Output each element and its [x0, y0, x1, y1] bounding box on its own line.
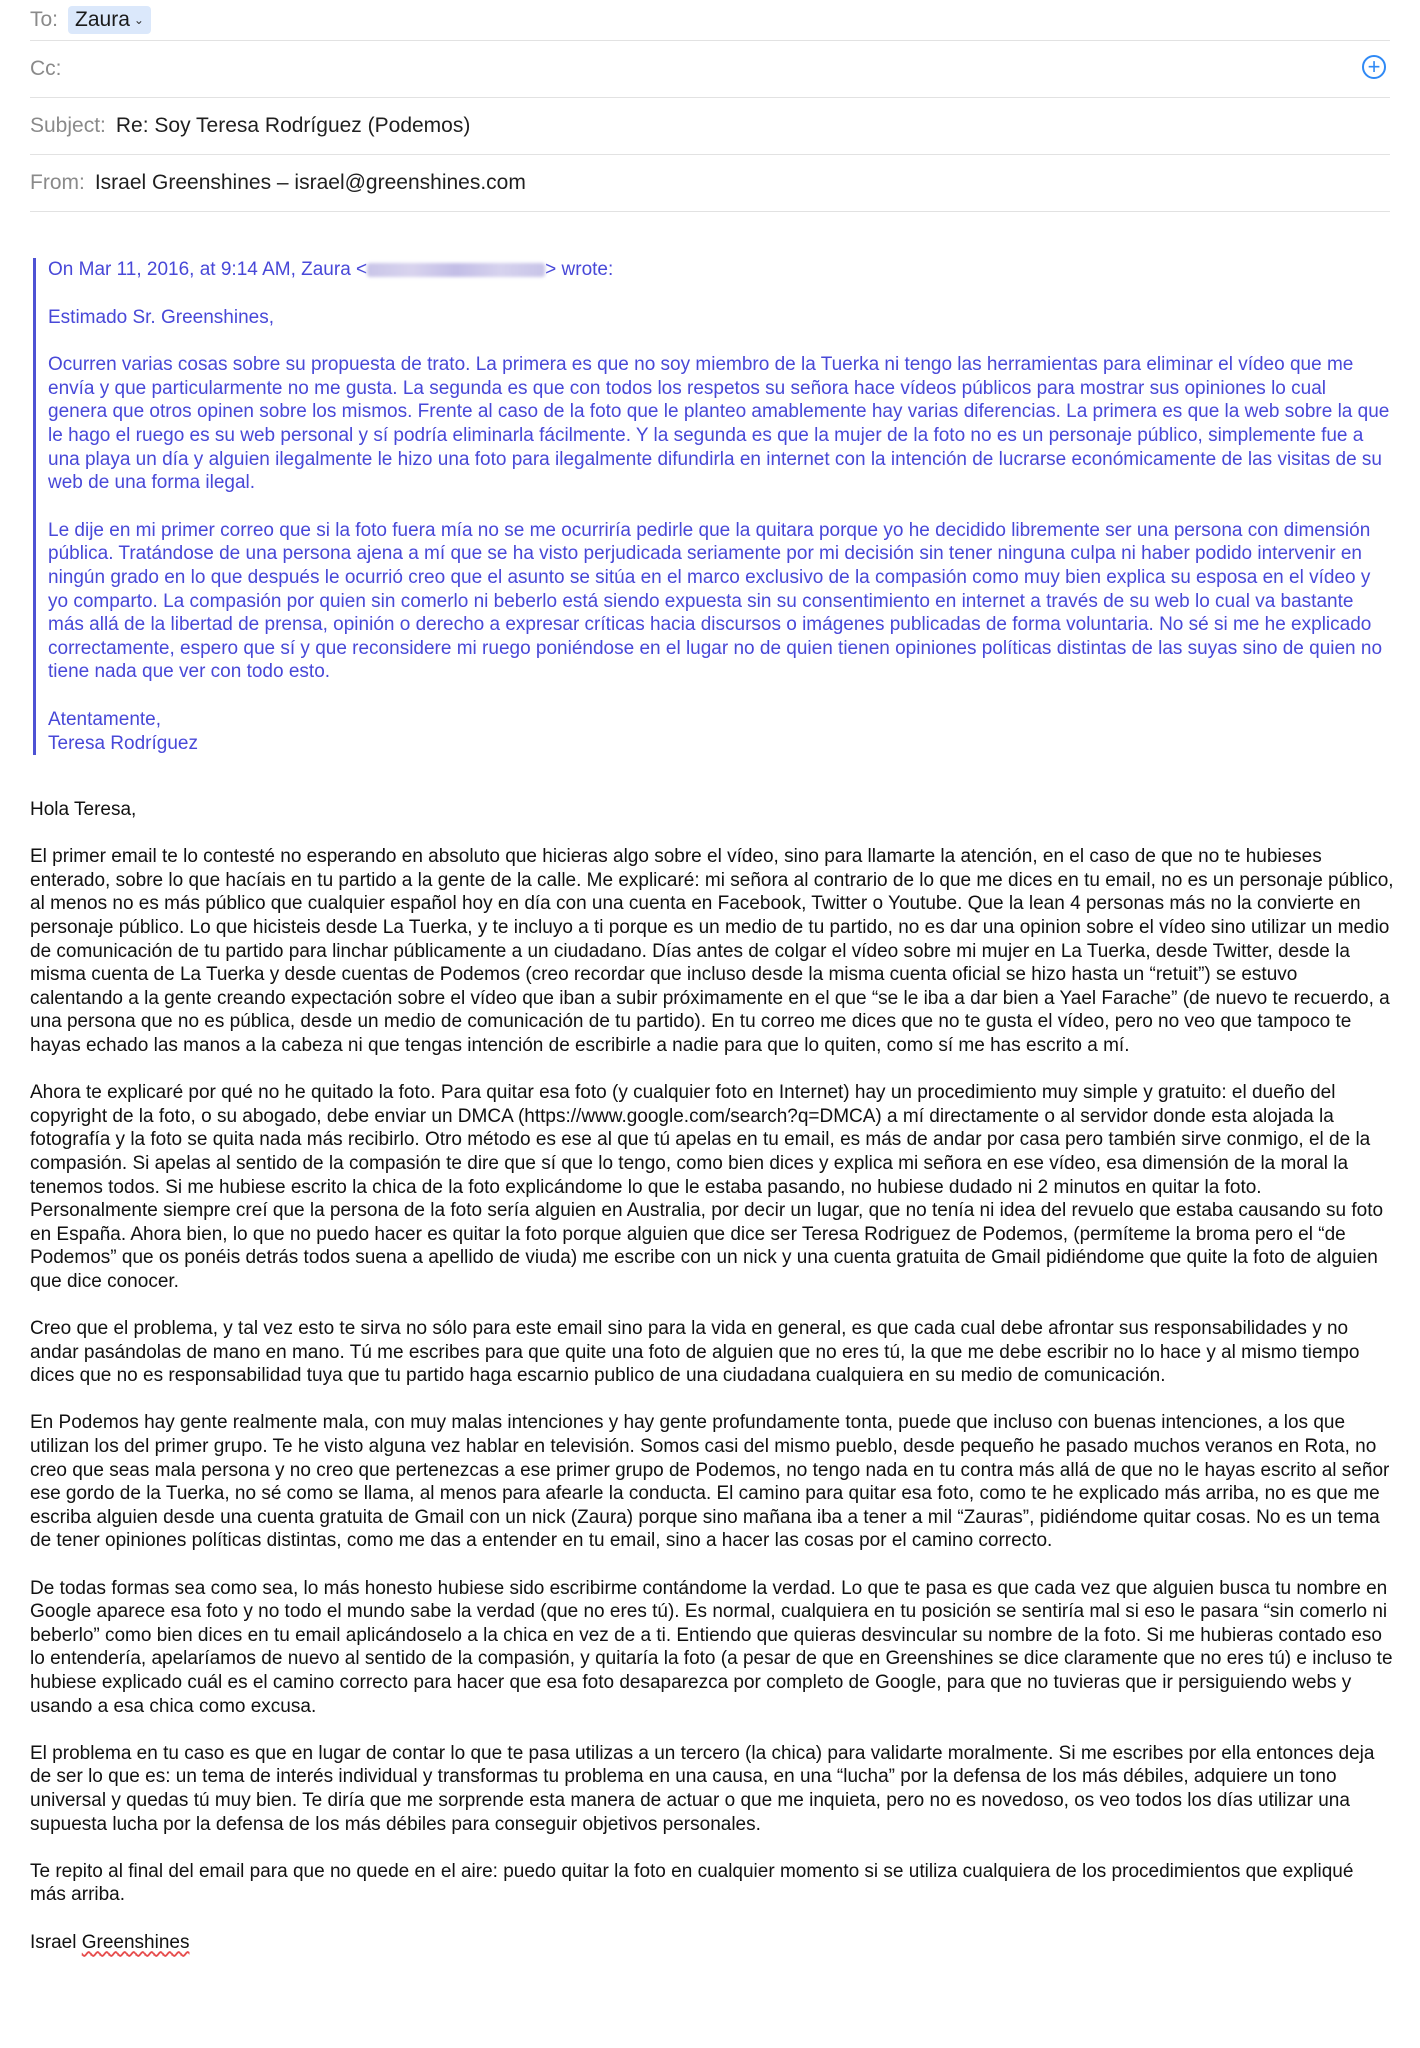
chevron-down-icon[interactable]: ⌄ — [133, 13, 144, 27]
cc-row[interactable] — [30, 41, 1390, 98]
quoted-message — [33, 258, 1390, 755]
quote-closing: Atentamente, — [48, 708, 162, 730]
compose-header — [30, 0, 1390, 212]
subject-field[interactable]: Re: Soy Teresa Rodríguez (Podemos) — [115, 114, 471, 137]
subject-row[interactable] — [30, 98, 1390, 155]
to-label: To: — [30, 8, 59, 31]
from-field[interactable]: Israel Greenshines – israel@greenshines.com — [94, 171, 526, 194]
quote-attribution — [48, 258, 1390, 282]
redacted-email — [367, 263, 545, 277]
quote-paragraph: Ocurren varias cosas sobre su propuesta de trato. La primera es que no soy miembro de la Tuerka ni tengo las herramientas para eliminar el vídeo que me envía y que particularmente no me gusta. La segunda es que con todos los respetos su señora hace vídeos públicos para mostrar sus opiniones lo cual genera que otros opinen sobre los mismos. Frente al caso de la foto que le planteo amablemente hay varias diferencias. La primera es que la web sobre la que le hago el ruego es su web personal y sí podría eliminarla fácilmente. Y la segunda es que la mujer de la foto no es un personaje público, simplemente fue a una playa un día y alguien ilegalmente le hizo una foto para ilegalmente difundirla en internet con la intención de lucrarse económicamente de las visitas de su web de una forma ilegal. — [48, 354, 1390, 494]
quote-signature: Teresa Rodríguez — [48, 732, 198, 754]
subject-label: Subject: — [30, 114, 106, 137]
attribution-end: > wrote: — [545, 259, 614, 280]
reply-signature — [30, 1931, 1394, 1955]
quote-paragraph: Le dije en mi primer correo que si la foto fuera mía no se me ocurriría pedirle que la quitara porque yo he decidido libremente ser una persona con dimensión pública. Tratándose de una persona ajena a mí que se ha visto perjudicada seriamente por mi decisión sin tener ninguna culpa ni haber podido intervenir en ningún grado en lo que después le ocurrió creo que el asunto se sitúa en el marco exclusivo de la compasión como muy bien explica su esposa en el vídeo y yo comparto. La compasión por quien sin comerlo ni beberlo está siendo expuesta sin su consentimiento en internet a través de su web lo cual va bastante más allá de la libertad de prensa, opinión o derecho a expresar críticas hacia discursos o imágenes publicadas de forma voluntaria. No sé si me he explicado correctamente, espero que sí y que reconsidere mi ruego poniéndose en el lugar no de quien tienen opiniones políticas distintas de las suyas sino de quien no tiene nada que ver con todo esto. — [48, 519, 1383, 683]
recipient-chip[interactable] — [68, 6, 151, 34]
quote-signature-block — [48, 708, 1390, 755]
reply-paragraph: Creo que el problema, y tal vez esto te sirva no sólo para este email sino para la vida en general, es que cada cual debe afrontar sus responsabilidades y no andar pasándolas de mano en mano. Tú me escribes para que quite una foto de alguien que no eres tú, la que me debe escribir no lo hace y al mismo tiempo dices que no es responsabilidad tuya que tu partido haga escarnio publico de una ciudadana cualquiera en su medio de comunicación. — [30, 1318, 1360, 1387]
signature-first: Israel — [30, 1931, 77, 1953]
to-row — [30, 0, 1390, 41]
reply-paragraph: El problema en tu caso es que en lugar de contar lo que te pasa utilizas a un tercero (la chica) para validarte moralmente. Si me escribes por ella entonces deja de ser lo que es: un tema de interés individual y transformas tu problema en una causa, en una “lucha” por la defensa de los más débiles, adquiere un tono universal y quedas tú muy bien. Te diría que me sorprende esta manera de actuar o que me inquieta, pero no es novedoso, os veo todos los días utilizar una supuesta lucha por la defensa de los más débiles para conseguir objetivos personales. — [30, 1742, 1375, 1835]
reply-paragraph: Ahora te explicaré por qué no he quitado la foto. Para quitar esa foto (y cualquier foto en Internet) hay un procedimiento muy simple y gratuito: el dueño del copyright de la foto, o su abogado, debe enviar un DMCA (https://www.google.com/search?q=DMCA) a mí directamente o al servidor donde esta alojada la fotografía y la foto se quita nada más recibirlo. Otro método es ese al que tú apelas en tu email, es más de andar por casa pero también sirve conmigo, el de la compasión. Si apelas al sentido de la compasión te dire que sí que lo tengo, como bien dices y explica mi señora en ese vídeo, esa dimensión de la moral la tenemos todos. Si me hubiese escrito la chica de la foto explicándome lo que le estaba pasando, no hubiese dudado ni 2 minutos en quitar la foto. Personalmente siempre creí que la persona de la foto sería alguien en Australia, por decir un lugar, que no tenía ni idea del revuelo que estaba causando su foto en España. Ahora bien, lo que no puedo hacer es quitar la foto porque alguien que dice ser Teresa Rodriguez de Podemos, (permíteme la broma pero el “de Podemos” que os ponéis detrás todos suena a apellido de viuda) me escribe con un nick y una cuenta gratuita de Gmail pidiéndome que quite la foto de alguien que dice conocer. — [30, 1082, 1384, 1292]
recipient-name: Zaura — [75, 8, 130, 31]
signature-last: Greenshines — [81, 1931, 190, 1953]
reply-paragraph: El primer email te lo contesté no esperando en absoluto que hicieras algo sobre el vídeo, sino para llamarte la atención, en el caso de que no te hubieses enterado, sobre lo que hacíais en tu partido a la gente de la calle. Me explicaré: mi señora al contrario de lo que me dices en tu email, no es un personaje público, al menos no es más público que cualquier español hoy en día con una cuenta en Facebook, Twitter o Youtube. Que la lean 4 personas más no la convierte en personaje público. Lo que hicisteis desde La Tuerka, y te incluyo a ti porque es un medio de tu partido, no es dar una opinion sobre el vídeo sino utilizar un medio de comunicación de tu partido para linchar públicamente a un ciudadano. Días antes de colgar el vídeo sobre mi mujer en La Tuerka, desde Twitter, desde la misma cuenta de La Tuerka y desde cuentas de Podemos (creo recordar que incluso desde la misma cuenta oficial se hizo hasta un “retuit”) se estuvo calentando a la gente creando expectación sobre el vídeo que iban a subir próximamente en el que “se le iba a dar bien a Yael Farache” (de nuevo te recuerdo, a una persona que no es pública, desde un medio de comunicación de tu partido). En tu correo me dices que no te gusta el vídeo, pero no veo que tampoco te hayas echado las manos a la cabeza ni que tengas intención de escribirle a nadie para que lo quiten, como sí me has escrito a mí. — [30, 846, 1394, 1056]
add-contact-icon[interactable]: + — [1362, 55, 1386, 79]
message-body[interactable] — [30, 798, 1394, 1978]
reply-paragraph: En Podemos hay gente realmente mala, con muy malas intenciones y hay gente profundamente tonta, puede que incluso con buenas intenciones, a los que utilizan los del primer grupo. Te he visto alguna vez hablar en televisión. Somos casi del mismo pueblo, desde pequeño he pasado muchos veranos en Rota, no creo que seas mala persona y no creo que pertenezcas a ese primer grupo de Podemos, no tengo nada en tu contra más allá de que no le hayas escrito al señor ese gordo de la Tuerka, no sé como se llama, al menos para afearle la conducta. El camino para quitar esa foto, como te he explicado más arriba, no es que me escriba alguien desde una cuenta gratuita de Gmail con un nick (Zaura) porque sino mañana iba a tener a mil “Zauras”, pidiéndome quitar cosas. No es un tema de tener opiniones políticas distintas, como me das a entender en tu email, sino a hacer las cosas por el camino correcto. — [30, 1412, 1390, 1552]
attribution-start: On Mar 11, 2016, at 9:14 AM, Zaura < — [48, 259, 368, 280]
reply-paragraph: Te repito al final del email para que no quede en el aire: puedo quitar la foto en cualquier momento si se utiliza cualquiera de los procedimientos que expliqué más arriba. — [30, 1860, 1354, 1906]
quote-greeting: Estimado Sr. Greenshines, — [48, 306, 274, 328]
reply-paragraph: De todas formas sea como sea, lo más honesto hubiese sido escribirme contándome la verdad. Lo que te pasa es que cada vez que alguien busca tu nombre en Google aparece esa foto y no todo el mundo sabe la verdad (que no eres tú). Es normal, cualquiera en tu posición se sentiría mal si eso le pasara “sin comerlo ni beberlo” como bien dices en tu email aplicándoselo a la chica en vez de a ti. Entiendo que quieras desvincular su nombre de la foto. Si me hubieras contado eso lo entendería, apelaríamos de nuevo al sentido de la compasión, y quitaría la foto (a pesar de que en Greenshines se dice claramente que no eres tú) e incluso te hubiese explicado cuál es el camino correcto para hacer que esa foto desaparezca por completo de Google, para que no tuvieras que ir persiguiendo webs y usando a esa chica como excusa. — [30, 1577, 1393, 1717]
cc-label: Cc: — [30, 57, 62, 80]
from-label: From: — [30, 171, 85, 194]
from-row[interactable] — [30, 155, 1390, 212]
reply-greeting: Hola Teresa, — [30, 799, 137, 820]
